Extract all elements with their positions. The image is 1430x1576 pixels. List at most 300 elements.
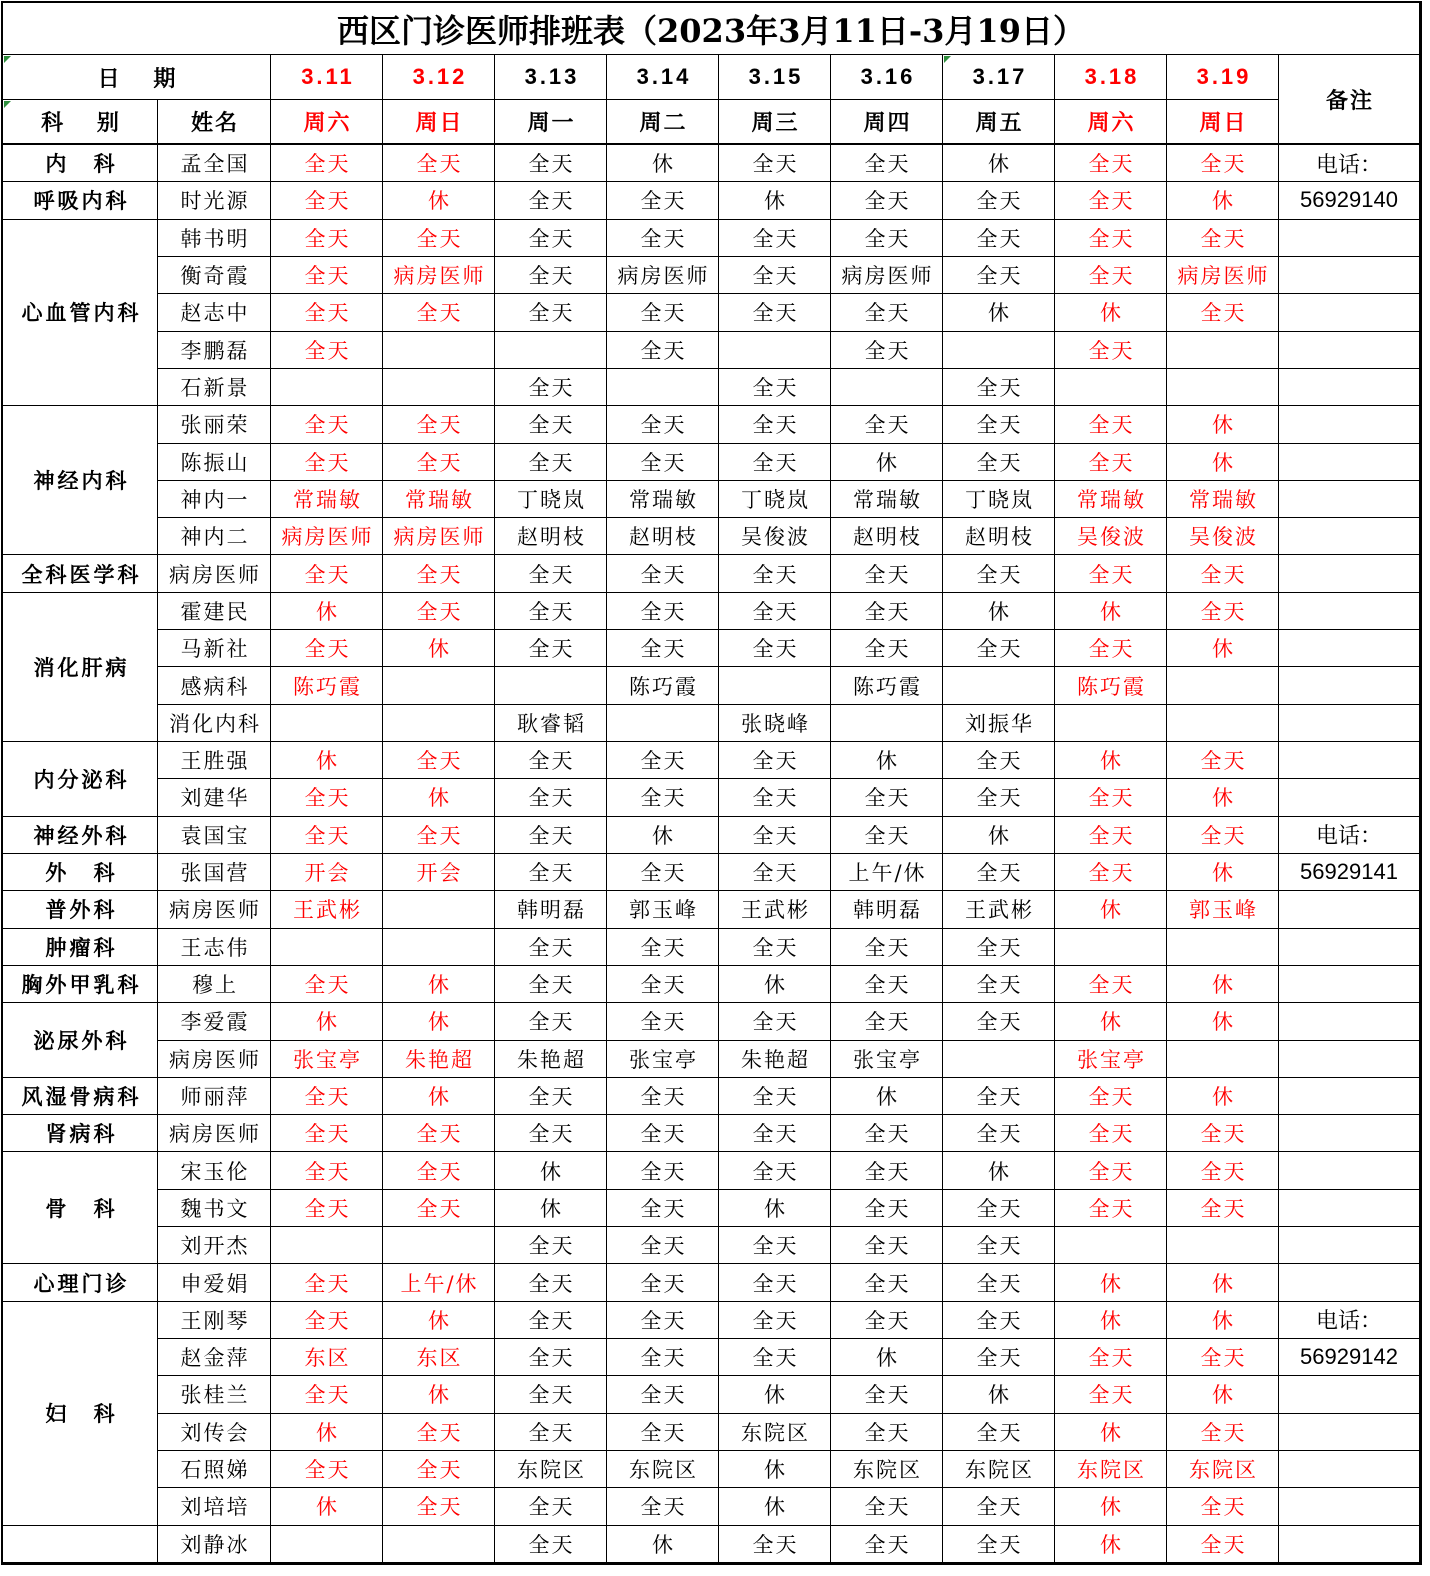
shift-cell: 郭玉峰: [1167, 891, 1279, 928]
shift-cell: 休: [495, 1190, 607, 1227]
note-cell: [1279, 444, 1420, 481]
shift-cell: 休: [1167, 1078, 1279, 1115]
weekday-header-cell: 周四: [831, 100, 943, 145]
shift-cell: 休: [271, 1003, 383, 1040]
shift-cell: 休: [943, 593, 1055, 630]
shift-cell: 张宝亭: [831, 1041, 943, 1078]
shift-cell: 全天: [383, 220, 495, 257]
staff-name-cell: 病房医师: [158, 555, 271, 592]
date-header-cell: 3.11: [271, 55, 383, 100]
shift-cell: 陈巧霞: [607, 667, 719, 704]
note-cell: [1279, 220, 1420, 257]
staff-name-cell: 宋玉伦: [158, 1152, 271, 1189]
shift-cell: 全天: [495, 1078, 607, 1115]
shift-cell: 开会: [271, 854, 383, 891]
note-cell: [1279, 929, 1420, 966]
shift-cell: [383, 891, 495, 928]
shift-cell: 全天: [943, 1078, 1055, 1115]
shift-cell: 张宝亭: [607, 1041, 719, 1078]
shift-cell: [1055, 1227, 1167, 1264]
shift-cell: [383, 929, 495, 966]
shift-cell: 全天: [495, 742, 607, 779]
shift-cell: 韩明磊: [495, 891, 607, 928]
shift-cell: 全天: [383, 555, 495, 592]
note-cell: [1279, 294, 1420, 331]
shift-cell: 休: [607, 1526, 719, 1563]
shift-cell: 全天: [383, 406, 495, 443]
shift-cell: 全天: [1055, 220, 1167, 257]
shift-cell: 休: [271, 593, 383, 630]
date-header-cell: 3.14: [607, 55, 719, 100]
shift-cell: 全天: [495, 1488, 607, 1525]
staff-name-cell: 刘传会: [158, 1414, 271, 1451]
shift-cell: 东院区: [1055, 1451, 1167, 1488]
shift-cell: 休: [831, 742, 943, 779]
shift-cell: 休: [943, 1152, 1055, 1189]
note-cell: [1279, 1190, 1420, 1227]
shift-cell: 全天: [943, 555, 1055, 592]
shift-cell: 全天: [719, 1526, 831, 1563]
shift-cell: 东区: [271, 1339, 383, 1376]
note-cell: 电话：: [1279, 145, 1420, 182]
shift-cell: 全天: [1167, 555, 1279, 592]
shift-cell: 全天: [495, 555, 607, 592]
department-cell: 胸外甲乳科: [3, 966, 158, 1003]
staff-name-cell: 王胜强: [158, 742, 271, 779]
shift-cell: 全天: [607, 294, 719, 331]
shift-cell: 开会: [383, 854, 495, 891]
date-header-cell: 3.17: [943, 55, 1055, 100]
shift-cell: 全天: [495, 1414, 607, 1451]
note-cell: [1279, 667, 1420, 704]
department-cell: [3, 1526, 158, 1563]
department-label: 科 别: [3, 100, 158, 145]
shift-cell: [383, 705, 495, 742]
shift-cell: 休: [943, 817, 1055, 854]
shift-cell: 东院区: [1167, 1451, 1279, 1488]
staff-name-cell: 病房医师: [158, 891, 271, 928]
shift-cell: 全天: [607, 555, 719, 592]
staff-name-cell: 王刚琴: [158, 1302, 271, 1339]
shift-cell: [1055, 929, 1167, 966]
shift-cell: 全天: [271, 406, 383, 443]
shift-cell: 病房医师: [831, 257, 943, 294]
staff-name-cell: 病房医师: [158, 1115, 271, 1152]
shift-cell: 全天: [607, 1115, 719, 1152]
shift-cell: 全天: [831, 1227, 943, 1264]
department-cell: 全科医学科: [3, 555, 158, 592]
shift-cell: 全天: [607, 182, 719, 219]
shift-cell: 休: [1167, 854, 1279, 891]
shift-cell: 全天: [495, 1339, 607, 1376]
shift-cell: 全天: [1055, 817, 1167, 854]
shift-cell: 全天: [831, 817, 943, 854]
shift-cell: 全天: [495, 145, 607, 182]
shift-cell: 全天: [719, 1264, 831, 1301]
date-header-cell: 3.18: [1055, 55, 1167, 100]
shift-cell: 病房医师: [1167, 257, 1279, 294]
shift-cell: 全天: [1167, 1152, 1279, 1189]
shift-cell: 全天: [831, 406, 943, 443]
note-cell: [1279, 1451, 1420, 1488]
shift-cell: 休: [719, 1190, 831, 1227]
shift-cell: 休: [943, 1376, 1055, 1413]
note-cell: [1279, 1414, 1420, 1451]
shift-cell: 休: [1167, 630, 1279, 667]
shift-cell: 全天: [271, 332, 383, 369]
shift-cell: 全天: [607, 966, 719, 1003]
shift-cell: 全天: [1167, 145, 1279, 182]
shift-cell: 全天: [719, 1115, 831, 1152]
shift-cell: 全天: [719, 779, 831, 816]
shift-cell: 休: [607, 145, 719, 182]
shift-cell: 全天: [1167, 1339, 1279, 1376]
shift-cell: 全天: [831, 1488, 943, 1525]
schedule-sheet: [1, 1, 1422, 1565]
shift-cell: 全天: [831, 1264, 943, 1301]
shift-cell: 休: [271, 742, 383, 779]
weekday-header-cell: 周五: [943, 100, 1055, 145]
shift-cell: 全天: [383, 1152, 495, 1189]
shift-cell: 全天: [495, 1302, 607, 1339]
shift-cell: 休: [1055, 1526, 1167, 1563]
shift-cell: 吴俊波: [1167, 518, 1279, 555]
shift-cell: 全天: [719, 1302, 831, 1339]
shift-cell: 全天: [943, 1302, 1055, 1339]
shift-cell: 休: [1055, 742, 1167, 779]
shift-cell: 全天: [831, 1115, 943, 1152]
shift-cell: 丁晓岚: [719, 481, 831, 518]
note-cell: [1279, 1227, 1420, 1264]
shift-cell: 全天: [943, 1003, 1055, 1040]
shift-cell: 张宝亭: [271, 1041, 383, 1078]
shift-cell: 全天: [271, 1302, 383, 1339]
staff-name-cell: 魏书文: [158, 1190, 271, 1227]
shift-cell: [383, 369, 495, 406]
shift-cell: [271, 929, 383, 966]
weekday-header-cell: 周六: [1055, 100, 1167, 145]
shift-cell: 全天: [719, 742, 831, 779]
date-header-cell: 3.19: [1167, 55, 1279, 100]
staff-name-cell: 师丽萍: [158, 1078, 271, 1115]
shift-cell: 全天: [831, 294, 943, 331]
shift-cell: 上午/休: [831, 854, 943, 891]
shift-cell: 全天: [831, 1003, 943, 1040]
shift-cell: 全天: [943, 1264, 1055, 1301]
shift-cell: 全天: [607, 1227, 719, 1264]
shift-cell: 全天: [831, 555, 943, 592]
shift-cell: 全天: [271, 220, 383, 257]
shift-cell: 休: [1055, 1302, 1167, 1339]
shift-cell: 东院区: [607, 1451, 719, 1488]
shift-cell: 休: [1055, 1488, 1167, 1525]
shift-cell: 全天: [495, 817, 607, 854]
shift-cell: [1167, 369, 1279, 406]
shift-cell: 全天: [495, 854, 607, 891]
shift-cell: [271, 705, 383, 742]
shift-cell: 王武彬: [943, 891, 1055, 928]
note-cell: [1279, 406, 1420, 443]
shift-cell: 休: [1167, 779, 1279, 816]
shift-cell: 休: [1167, 966, 1279, 1003]
shift-cell: 全天: [1167, 742, 1279, 779]
shift-cell: 上午/休: [383, 1264, 495, 1301]
department-cell: 心血管内科: [3, 220, 158, 407]
note-cell: [1279, 742, 1420, 779]
shift-cell: 休: [1167, 444, 1279, 481]
department-cell: 呼吸内科: [3, 182, 158, 219]
staff-name-cell: 李鹏磊: [158, 332, 271, 369]
shift-cell: 全天: [831, 332, 943, 369]
shift-cell: 全天: [1055, 182, 1167, 219]
shift-cell: 全天: [831, 593, 943, 630]
shift-cell: 全天: [943, 1488, 1055, 1525]
shift-cell: 休: [271, 1488, 383, 1525]
note-cell: [1279, 369, 1420, 406]
shift-cell: 丁晓岚: [495, 481, 607, 518]
shift-cell: 休: [831, 1078, 943, 1115]
shift-cell: 全天: [719, 220, 831, 257]
shift-cell: 全天: [271, 817, 383, 854]
shift-cell: 全天: [383, 145, 495, 182]
shift-cell: 全天: [1055, 1376, 1167, 1413]
shift-cell: 休: [383, 966, 495, 1003]
staff-name-cell: 穆上: [158, 966, 271, 1003]
note-cell: [1279, 257, 1420, 294]
note-cell: [1279, 1376, 1420, 1413]
note-cell: [1279, 332, 1420, 369]
shift-cell: 全天: [1167, 817, 1279, 854]
shift-cell: 全天: [719, 257, 831, 294]
shift-cell: 韩明磊: [831, 891, 943, 928]
shift-cell: 休: [1167, 182, 1279, 219]
weekday-header-cell: 周六: [271, 100, 383, 145]
note-cell: [1279, 1488, 1420, 1525]
date-header-cell: 3.13: [495, 55, 607, 100]
shift-cell: 全天: [831, 779, 943, 816]
shift-cell: [831, 369, 943, 406]
note-cell: 电话：: [1279, 1302, 1420, 1339]
shift-cell: 全天: [495, 593, 607, 630]
shift-cell: 全天: [607, 332, 719, 369]
shift-cell: [383, 667, 495, 704]
shift-cell: [271, 369, 383, 406]
staff-name-cell: 刘静冰: [158, 1526, 271, 1563]
shift-cell: 休: [383, 182, 495, 219]
department-cell: 内 科: [3, 145, 158, 182]
shift-cell: [383, 332, 495, 369]
shift-cell: 全天: [495, 1526, 607, 1563]
note-cell: [1279, 1041, 1420, 1078]
shift-cell: [1167, 1227, 1279, 1264]
staff-name-cell: 韩书明: [158, 220, 271, 257]
shift-cell: 休: [943, 145, 1055, 182]
shift-cell: 丁晓岚: [943, 481, 1055, 518]
note-cell: [1279, 555, 1420, 592]
shift-cell: 休: [1055, 891, 1167, 928]
department-cell: 风湿骨病科: [3, 1078, 158, 1115]
shift-cell: 全天: [943, 742, 1055, 779]
shift-cell: 全天: [383, 1451, 495, 1488]
shift-cell: [943, 667, 1055, 704]
shift-cell: 全天: [607, 1339, 719, 1376]
shift-cell: 全天: [607, 630, 719, 667]
shift-cell: 全天: [831, 1190, 943, 1227]
shift-cell: 全天: [495, 630, 607, 667]
shift-cell: 全天: [1055, 1115, 1167, 1152]
shift-cell: 常瑞敏: [1055, 481, 1167, 518]
shift-cell: 赵明枝: [495, 518, 607, 555]
shift-cell: 全天: [271, 1115, 383, 1152]
shift-cell: [831, 705, 943, 742]
shift-cell: 全天: [607, 220, 719, 257]
department-cell: 泌尿外科: [3, 1003, 158, 1078]
weekday-header-cell: 周二: [607, 100, 719, 145]
shift-cell: 休: [1055, 593, 1167, 630]
shift-cell: 全天: [1055, 1339, 1167, 1376]
shift-cell: [607, 705, 719, 742]
staff-name-cell: 刘开杰: [158, 1227, 271, 1264]
shift-cell: 全天: [1055, 145, 1167, 182]
note-cell: [1279, 1526, 1420, 1563]
shift-cell: 全天: [271, 966, 383, 1003]
note-cell: [1279, 481, 1420, 518]
shift-cell: 常瑞敏: [271, 481, 383, 518]
shift-cell: 休: [719, 966, 831, 1003]
staff-name-cell: 消化内科: [158, 705, 271, 742]
note-cell: 56929142: [1279, 1339, 1420, 1376]
shift-cell: 全天: [271, 1451, 383, 1488]
shift-cell: 全天: [1055, 332, 1167, 369]
shift-cell: 休: [719, 1376, 831, 1413]
department-cell: 内分泌科: [3, 742, 158, 817]
shift-cell: [1167, 332, 1279, 369]
shift-cell: [271, 1526, 383, 1563]
shift-cell: 全天: [719, 817, 831, 854]
shift-cell: [719, 667, 831, 704]
shift-cell: 病房医师: [383, 518, 495, 555]
shift-cell: 全天: [607, 444, 719, 481]
shift-cell: 全天: [719, 630, 831, 667]
shift-cell: 全天: [607, 929, 719, 966]
shift-cell: 全天: [271, 182, 383, 219]
shift-cell: 休: [495, 1152, 607, 1189]
staff-name-cell: 陈振山: [158, 444, 271, 481]
department-cell: 妇 科: [3, 1302, 158, 1526]
shift-cell: 全天: [943, 1526, 1055, 1563]
staff-name-cell: 马新社: [158, 630, 271, 667]
shift-cell: [495, 667, 607, 704]
shift-cell: 休: [383, 630, 495, 667]
shift-cell: 全天: [383, 1488, 495, 1525]
staff-name-cell: 感病科: [158, 667, 271, 704]
shift-cell: 全天: [719, 406, 831, 443]
shift-cell: 全天: [607, 1190, 719, 1227]
staff-name-cell: 张国营: [158, 854, 271, 891]
shift-cell: [1055, 369, 1167, 406]
shift-cell: 全天: [495, 182, 607, 219]
shift-cell: 全天: [271, 1264, 383, 1301]
shift-cell: 全天: [943, 220, 1055, 257]
staff-name-cell: 病房医师: [158, 1041, 271, 1078]
shift-cell: 吴俊波: [1055, 518, 1167, 555]
note-cell: [1279, 593, 1420, 630]
shift-cell: 陈巧霞: [831, 667, 943, 704]
shift-cell: 全天: [495, 929, 607, 966]
shift-cell: 全天: [495, 1003, 607, 1040]
shift-cell: [1167, 929, 1279, 966]
shift-cell: 全天: [1055, 779, 1167, 816]
shift-cell: 全天: [943, 406, 1055, 443]
shift-cell: 全天: [831, 145, 943, 182]
shift-cell: 全天: [271, 555, 383, 592]
staff-name-cell: 王志伟: [158, 929, 271, 966]
shift-cell: 王武彬: [719, 891, 831, 928]
shift-cell: 全天: [271, 444, 383, 481]
shift-cell: 全天: [607, 779, 719, 816]
shift-cell: 全天: [1055, 406, 1167, 443]
shift-cell: 全天: [271, 1190, 383, 1227]
staff-name-cell: 石新景: [158, 369, 271, 406]
shift-cell: [383, 1526, 495, 1563]
shift-cell: 全天: [1167, 294, 1279, 331]
staff-name-cell: 衡奇霞: [158, 257, 271, 294]
shift-cell: 全天: [1055, 444, 1167, 481]
shift-cell: 休: [271, 1414, 383, 1451]
page-title: 西区门诊医师排班表（2023年3月11日-3月19日）: [3, 3, 1420, 55]
shift-cell: 全天: [943, 182, 1055, 219]
shift-cell: 休: [1055, 294, 1167, 331]
shift-cell: 全天: [271, 1152, 383, 1189]
shift-cell: 耿睿韬: [495, 705, 607, 742]
shift-cell: 休: [831, 1339, 943, 1376]
department-cell: 外 科: [3, 854, 158, 891]
shift-cell: [495, 332, 607, 369]
shift-cell: 休: [383, 1003, 495, 1040]
note-cell: [1279, 705, 1420, 742]
shift-cell: 张晓峰: [719, 705, 831, 742]
shift-cell: [607, 369, 719, 406]
staff-name-cell: 刘培培: [158, 1488, 271, 1525]
shift-cell: 全天: [495, 1115, 607, 1152]
department-cell: 骨 科: [3, 1152, 158, 1264]
weekday-header-cell: 周三: [719, 100, 831, 145]
date-header-cell: 3.12: [383, 55, 495, 100]
shift-cell: 全天: [271, 779, 383, 816]
department-cell: 肾病科: [3, 1115, 158, 1152]
shift-cell: 全天: [831, 1302, 943, 1339]
shift-cell: 全天: [607, 1003, 719, 1040]
shift-cell: 郭玉峰: [607, 891, 719, 928]
shift-cell: 赵明枝: [831, 518, 943, 555]
shift-cell: 全天: [495, 779, 607, 816]
shift-cell: 全天: [383, 1414, 495, 1451]
shift-cell: 休: [719, 1488, 831, 1525]
shift-cell: 休: [943, 294, 1055, 331]
shift-cell: 全天: [943, 444, 1055, 481]
staff-name-cell: 赵志中: [158, 294, 271, 331]
shift-cell: 常瑞敏: [607, 481, 719, 518]
shift-cell: 全天: [607, 1302, 719, 1339]
staff-name-cell: 刘建华: [158, 779, 271, 816]
shift-cell: 全天: [719, 854, 831, 891]
shift-cell: 全天: [943, 966, 1055, 1003]
shift-cell: 全天: [831, 966, 943, 1003]
note-label: 备注: [1279, 55, 1420, 145]
shift-cell: 张宝亭: [1055, 1041, 1167, 1078]
shift-cell: 赵明枝: [943, 518, 1055, 555]
shift-cell: 全天: [495, 966, 607, 1003]
